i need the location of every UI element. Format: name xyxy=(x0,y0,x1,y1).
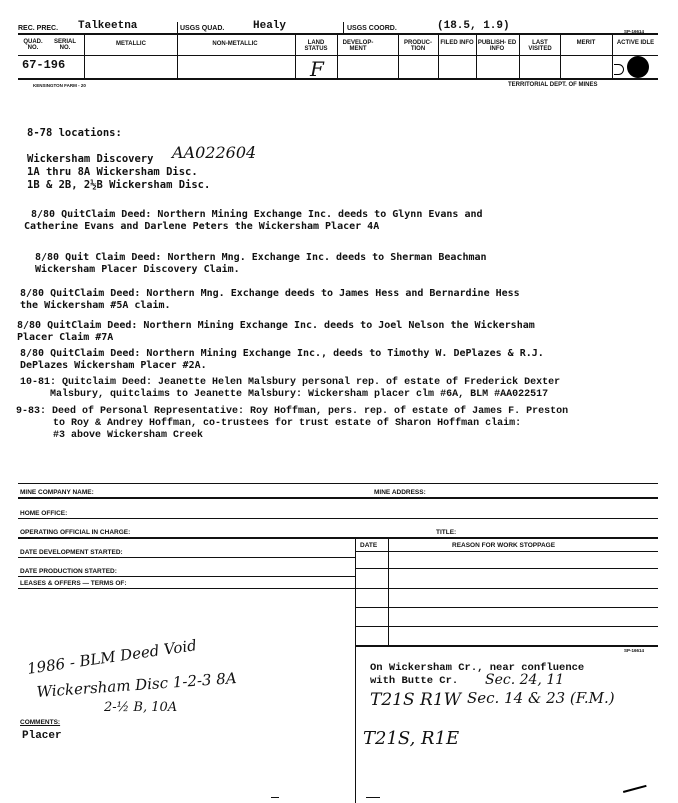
col-published-info: PUBLISH- ED INFO xyxy=(477,40,517,52)
form-number-top: SP-16614 xyxy=(624,29,645,34)
handwritten-note: 2-½ B, 10A xyxy=(104,700,178,715)
pen-stroke-mark xyxy=(621,779,646,793)
land-status-mark: F xyxy=(310,57,324,81)
deed-entry: 8/80 QuitClaim Deed: Northern Mining Exchange Inc. deeds to Joel Nelson the Wickersham xyxy=(17,320,535,331)
deed-entry: Catherine Evans and Darlene Peters the Wickersham Placer 4A xyxy=(24,221,380,232)
col-last-visited: LAST VISITED xyxy=(528,40,552,52)
idle-circle-icon xyxy=(614,64,624,75)
col-metallic: METALLIC xyxy=(116,41,146,47)
deed-entry: 8/80 QuitClaim Deed: Northern Mng. Exchange deeds to James Hess and Bernardine Hess xyxy=(20,288,520,299)
date-production-label: DATE PRODUCTION STARTED: xyxy=(20,568,117,575)
comments-label: COMMENTS: xyxy=(20,719,61,726)
col-production: PRODUC- TION xyxy=(404,40,432,52)
date-development-label: DATE DEVELOPMENT STARTED: xyxy=(20,549,123,556)
handwritten-township: T21S R1W xyxy=(370,690,462,710)
active-dot-icon xyxy=(627,56,649,78)
mine-address-label: MINE ADDRESS: xyxy=(374,489,426,496)
dept-note: TERRITORIAL DEPT. OF MINES xyxy=(508,82,598,88)
col-land-status: LAND STATUS xyxy=(304,40,328,52)
usgs-quad-value: Healy xyxy=(253,20,287,32)
deed-entry: Wickersham Placer Discovery Claim. xyxy=(35,264,240,275)
rec-prec-value: Talkeetna xyxy=(78,20,138,32)
reason-column-header: REASON FOR WORK STOPPAGE xyxy=(452,542,556,549)
col-merit: MERIT xyxy=(576,40,596,46)
handwritten-note: 1986 - BLM Deed Void xyxy=(26,636,198,678)
location-line: 1A thru 8A Wickersham Disc. xyxy=(27,166,198,178)
col-nonmetallic: NON-METALLIC xyxy=(212,41,258,47)
form-number-bottom: SP-16614 xyxy=(624,648,645,653)
col-filed-info: FILED INFO xyxy=(440,40,474,46)
mine-company-label: MINE COMPANY NAME: xyxy=(20,489,94,496)
title-label: TITLE: xyxy=(436,529,457,536)
deed-entry: Placer Claim #7A xyxy=(17,332,114,343)
handwritten-township: T21S, R1E xyxy=(363,728,460,749)
deed-entry: DePlazes Wickersham Placer #2A. xyxy=(20,360,207,371)
usgs-coord-value: (18.5, 1.9) xyxy=(437,20,510,32)
location-line: 1B & 2B, 2½B Wickersham Disc. xyxy=(27,179,211,191)
col-serial: SERIAL NO. xyxy=(53,39,76,51)
deed-entry: 8/80 QuitClaim Deed: Northern Mining Exchange Inc. deeds to Glynn Evans and xyxy=(31,209,483,220)
deed-entry: 10-81: Quitclaim Deed: Jeanette Helen Malsbury personal rep. of estate of Frederick Dexter xyxy=(20,377,561,388)
rec-prec-label: REC. PREC. xyxy=(18,25,59,32)
col-active-idle: ACTIVE IDLE xyxy=(616,40,655,46)
handwritten-section: Sec. 24, 11 xyxy=(485,672,565,688)
col-development: DEVELOP- MENT xyxy=(342,40,374,52)
location-hand-serial: AA022604 xyxy=(172,143,257,162)
deed-entry: 9-83: Deed of Personal Representative: Roy Hoffman, pers. rep. of estate of James F. Preston xyxy=(16,406,569,417)
quad-serial-value: 67-196 xyxy=(22,58,66,72)
deed-entry: 8/80 QuitClaim Deed: Northern Mining Exchange Inc., deeds to Timothy W. DePlazes & R.J. xyxy=(20,348,544,359)
deed-entry: #3 above Wickersham Creek xyxy=(53,430,204,441)
location-description: On Wickersham Cr., near confluence xyxy=(370,662,585,674)
deed-entry: the Wickersham #5A claim. xyxy=(20,300,171,311)
home-office-label: HOME OFFICE: xyxy=(20,510,68,517)
usgs-quad-label: USGS QUAD. xyxy=(180,25,225,32)
comments-value: Placer xyxy=(22,730,62,742)
location-description: with Butte Cr. xyxy=(370,675,459,687)
operating-official-label: OPERATING OFFICIAL IN CHARGE: xyxy=(20,529,131,536)
col-quad: QUAD. NO. xyxy=(23,39,43,51)
deed-entry: to Roy & Andrey Hoffman, co-trustees for trust estate of Sharon Hoffman claim: xyxy=(53,418,522,429)
deed-entry: Malsbury, quitclaims to Jeanette Malsbury: Wickersham placer clm #6A, BLM #AA022517 xyxy=(50,389,549,400)
locations-heading: 8-78 locations: xyxy=(27,127,122,139)
usgs-coord-label: USGS COORD. xyxy=(347,25,397,32)
deed-entry: 8/80 Quit Claim Deed: Northern Mng. Exchange Inc. deeds to Sherman Beachman xyxy=(35,252,487,263)
date-column-header: DATE xyxy=(360,542,378,549)
handwritten-note: Wickersham Disc 1-2-3 8A xyxy=(36,669,238,701)
leases-offers-label: LEASES & OFFERS — TERMS OF: xyxy=(20,580,127,587)
handwritten-section: Sec. 14 & 23 (F.M.) xyxy=(467,689,615,707)
printer-note: KENSINGTON FARM - 20 xyxy=(33,83,86,88)
location-line: Wickersham Discovery xyxy=(27,153,154,165)
